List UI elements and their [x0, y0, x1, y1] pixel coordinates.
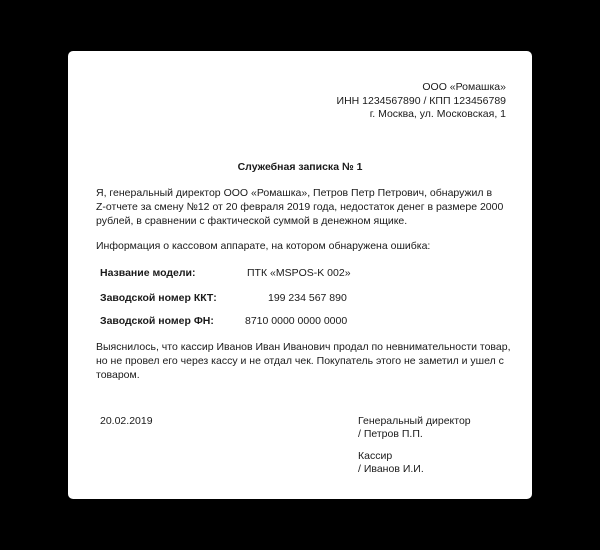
cashier-title: Кассир — [358, 450, 393, 462]
kkt-value: 199 234 567 890 — [268, 292, 347, 304]
finding-line: товаром. — [96, 369, 140, 381]
intro-line: рублей, в сравнении с фактической суммой в денежном ящике. — [96, 215, 408, 227]
fn-label: Заводской номер ФН: — [100, 315, 214, 327]
header-inn-kpp: ИНН 1234567890 / КПП 123456789 — [336, 95, 506, 107]
intro-line: Z-отчете за смену №12 от 20 февраля 2019 года, недостаток денег в размере 2000 — [96, 201, 504, 213]
intro-line: Я, генеральный директор ООО «Ромашка», Петров Петр Петрович, обнаружил в — [96, 187, 493, 199]
kkt-label: Заводской номер ККТ: — [100, 292, 217, 304]
info-line: Информация о кассовом аппарате, на котором обнаружена ошибка: — [96, 240, 431, 252]
memo-title: Служебная записка № 1 — [237, 161, 363, 173]
model-label: Название модели: — [100, 267, 196, 279]
header-address: г. Москва, ул. Московская, 1 — [369, 108, 506, 120]
header-org: ООО «Ромашка» — [422, 81, 506, 93]
finding-line: Выяснилось, что кассир Иванов Иван Иванович продал по невнимательности товар, — [96, 341, 511, 353]
model-value: ПТК «MSPOS-K 002» — [247, 267, 351, 279]
memo-date: 20.02.2019 — [100, 415, 153, 427]
cashier-signature: / Иванов И.И. — [358, 463, 424, 475]
document-page — [68, 51, 532, 499]
fn-value: 8710 0000 0000 0000 — [245, 315, 348, 327]
director-signature: / Петров П.П. — [358, 428, 423, 440]
finding-line: но не провел его через кассу и не отдал чек. Покупатель этого не заметил и ушел с — [96, 355, 504, 367]
director-title: Генеральный директор — [358, 415, 471, 427]
